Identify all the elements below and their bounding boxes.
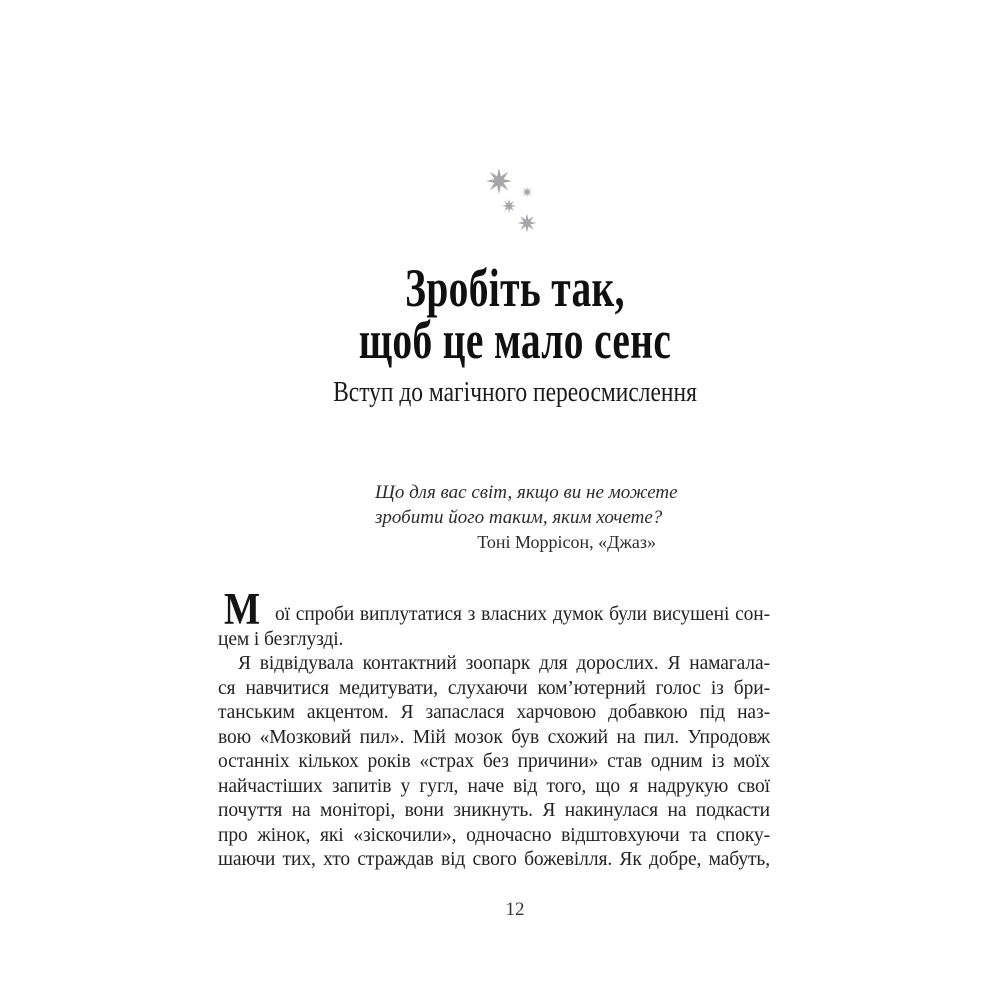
star-icon: [522, 187, 533, 198]
body-line: шаючи тих, хто страждав від свого божевілля. Як добре, мабуть,: [218, 849, 770, 870]
star-icon: [502, 199, 516, 213]
chapter-subtitle: Вступ до магічного переосмислення: [333, 376, 697, 408]
body-line: про жінок, які «зіскочили», одночасно відштовхуючи та споку-: [218, 824, 770, 846]
star-icon: [518, 214, 537, 233]
chapter-title-line2: щоб це мало сенс: [358, 310, 672, 370]
chapter-title: [30, 258, 1000, 370]
body-text: [218, 583, 770, 873]
body-line: ся навчитися медитувати, слухаючи ком’ютерний голос із бри-: [218, 677, 770, 699]
body-line: найчастіших запитів у гугл, наче від того, що я надрукую свої: [218, 775, 770, 797]
body-line: Я відвідувала контактний зоопарк для дорослих. Я намагала-: [238, 653, 770, 674]
body-line: останніх кількох років «страх без причини» став одним із моїх: [218, 751, 770, 772]
star-icon: [486, 168, 512, 194]
drop-cap-initial: М: [224, 583, 261, 634]
body-line: вою «Мозковий пил». Мій мозок був схожий на пил. Упродовж: [218, 726, 770, 748]
epigraph-quote-line1: Що для вас світ, якщо ви не можете: [375, 482, 678, 503]
epigraph-attribution: Тоні Моррісон, «Джаз»: [477, 532, 656, 552]
body-line: танським акцентом. Я запаслася харчовою добавкою під наз-: [218, 702, 770, 723]
body-line: цем і безглузді.: [218, 628, 344, 650]
page-number: 12: [505, 899, 525, 920]
body-line: почуття на моніторі, вони зникнуть. Я накинулася на подкасти: [218, 800, 770, 821]
chapter-title-line1: Зробіть так,: [405, 258, 625, 318]
star-cluster-ornament: [470, 160, 550, 240]
epigraph-quote-line2: зробити його таким, яким хочете?: [375, 507, 663, 528]
epigraph: [375, 480, 678, 555]
body-line: М ої спроби виплутатися з власних думок були висушені сон-: [224, 583, 770, 634]
